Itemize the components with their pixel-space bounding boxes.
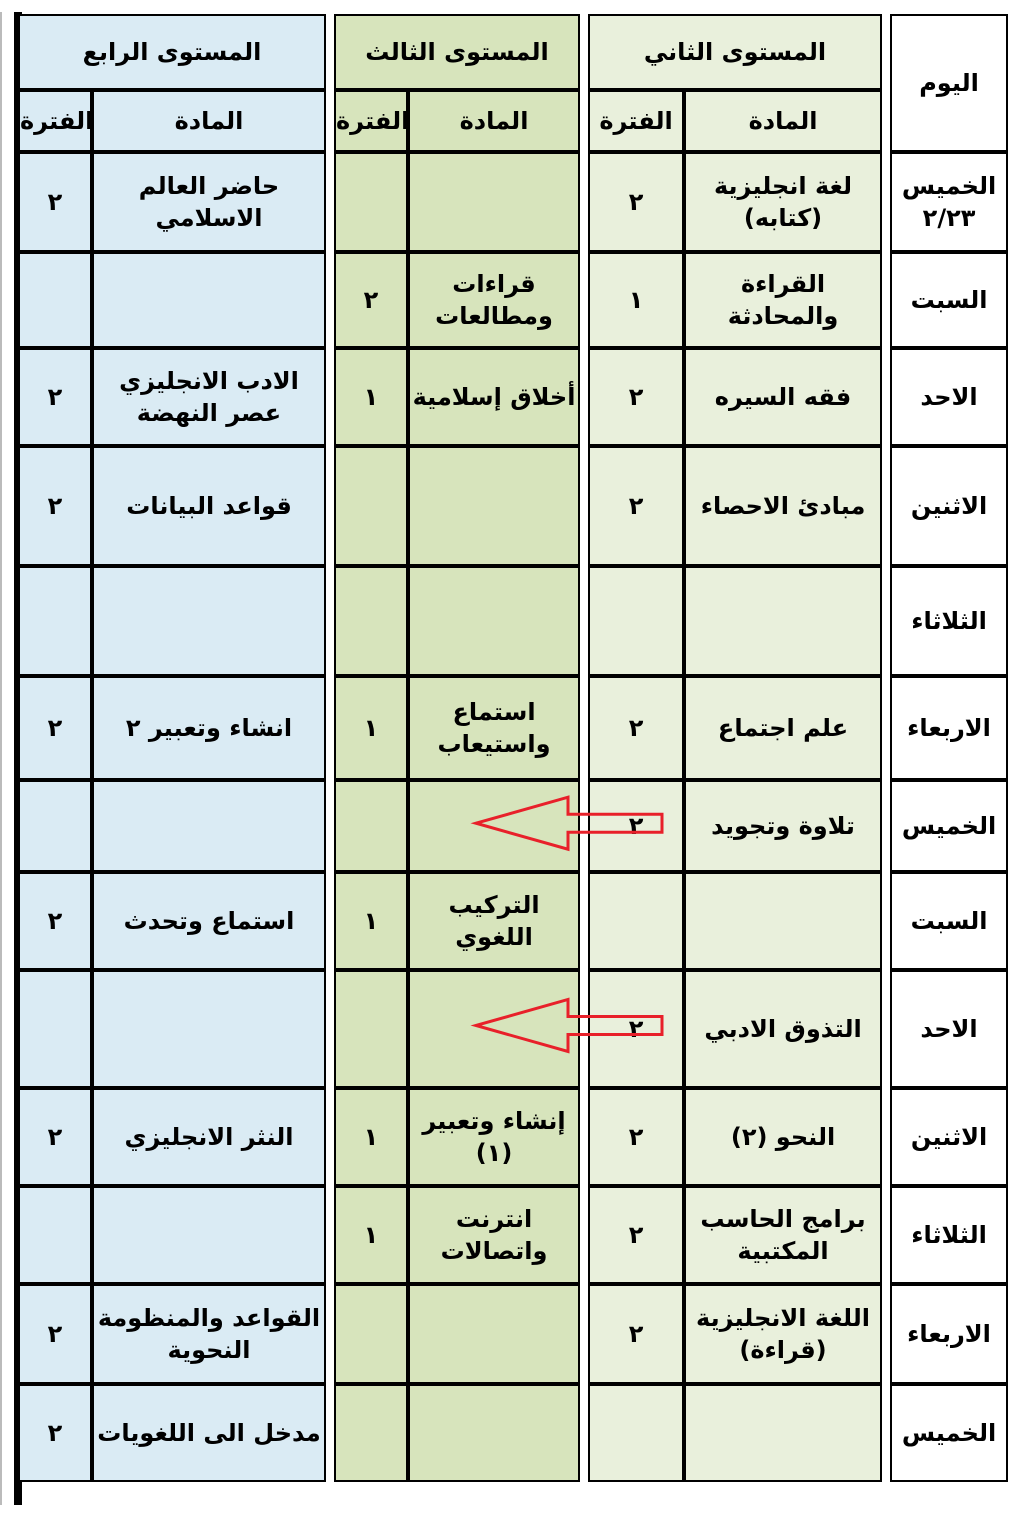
level4-period-header: الفترة [18, 90, 92, 152]
level2-period-header: الفترة [588, 90, 684, 152]
day-name: الخميس [901, 811, 997, 840]
level2-subject [684, 566, 882, 676]
level3-subject [408, 1284, 580, 1384]
day-name: الخميس [901, 1418, 997, 1447]
level4-period [18, 970, 92, 1088]
level4-period: ٢ [18, 676, 92, 780]
day-cell [890, 348, 1008, 446]
day-cell [890, 1088, 1008, 1186]
level3-period: ٢ [334, 252, 408, 348]
level3-period [334, 1384, 408, 1482]
level2-subject: علم اجتماع [684, 676, 882, 780]
level2-subject: مبادئ الاحصاء [684, 446, 882, 566]
level3-period [334, 566, 408, 676]
level4-subject: انشاء وتعبير ٢ [92, 676, 326, 780]
level4-period [18, 566, 92, 676]
level3-period [334, 780, 408, 872]
level4-subject: الادب الانجليزي عصر النهضة [92, 348, 326, 446]
level4-subject: قواعد البيانات [92, 446, 326, 566]
level2-subject: فقه السيره [684, 348, 882, 446]
level2-period: ٢ [588, 1284, 684, 1384]
schedule-row [18, 1284, 1008, 1384]
level3-subject [408, 1384, 580, 1482]
level4-period: ٢ [18, 1284, 92, 1384]
level4-subject: النثر الانجليزي [92, 1088, 326, 1186]
level2-period: ٢ [588, 780, 684, 872]
day-name: السبت [910, 285, 988, 314]
level3-period: ١ [334, 872, 408, 970]
day-name: الثلاثاء [911, 606, 987, 635]
schedule-row [18, 676, 1008, 780]
level4-subject [92, 970, 326, 1088]
level4-subject-header: المادة [92, 90, 326, 152]
schedule-row [18, 152, 1008, 252]
level3-header: المستوى الثالث [334, 14, 580, 90]
page-edge-line [0, 12, 2, 1505]
level2-subject: برامج الحاسب المكتبية [684, 1186, 882, 1284]
level2-period: ٢ [588, 348, 684, 446]
level3-subject: التركيب اللغوي [408, 872, 580, 970]
level3-period: ١ [334, 676, 408, 780]
level2-period [588, 566, 684, 676]
level2-period: ٢ [588, 152, 684, 252]
level4-subject [92, 780, 326, 872]
day-cell [890, 970, 1008, 1088]
level4-subject: مدخل الى اللغويات [92, 1384, 326, 1482]
level2-subject: القراءة والمحادثة [684, 252, 882, 348]
day-name: الاربعاء [907, 1319, 991, 1348]
day-cell [890, 1384, 1008, 1482]
level2-subject: تلاوة وتجويد [684, 780, 882, 872]
level4-period: ٢ [18, 348, 92, 446]
day-cell [890, 446, 1008, 566]
day-name: الاحد [920, 1014, 978, 1043]
level2-subject: اللغة الانجليزية (قراءة) [684, 1284, 882, 1384]
day-date: ٢/٢٣ [922, 204, 976, 232]
level2-header: المستوى الثاني [588, 14, 882, 90]
exam-schedule-table [18, 14, 1008, 1482]
schedule-row [18, 446, 1008, 566]
level3-subject: إنشاء وتعبير (١) [408, 1088, 580, 1186]
level3-period [334, 446, 408, 566]
level2-subject-header: المادة [684, 90, 882, 152]
level4-period: ٢ [18, 872, 92, 970]
level2-period: ١ [588, 252, 684, 348]
level3-subject [408, 780, 580, 872]
level4-period: ٢ [18, 1384, 92, 1482]
level2-period: ٢ [588, 1186, 684, 1284]
day-cell [890, 780, 1008, 872]
level4-subject [92, 566, 326, 676]
level4-period [18, 1186, 92, 1284]
day-cell [890, 1284, 1008, 1384]
schedule-row [18, 566, 1008, 676]
level3-period [334, 152, 408, 252]
level4-header: المستوى الرابع [18, 14, 326, 90]
day-cell [890, 676, 1008, 780]
level2-period: ٢ [588, 676, 684, 780]
day-name: الخميس [901, 171, 997, 200]
level2-subject [684, 1384, 882, 1482]
day-name: الاحد [920, 382, 978, 411]
level3-period [334, 1284, 408, 1384]
level3-period: ١ [334, 1186, 408, 1284]
level3-subject: انترنت واتصالات [408, 1186, 580, 1284]
schedule-row [18, 872, 1008, 970]
level2-subject: لغة انجليزية (كتابه) [684, 152, 882, 252]
schedule-row [18, 252, 1008, 348]
schedule-row [18, 1186, 1008, 1284]
level2-period: ٢ [588, 1088, 684, 1186]
schedule-row [18, 970, 1008, 1088]
day-cell [890, 872, 1008, 970]
level4-subject: القواعد والمنظومة النحوية [92, 1284, 326, 1384]
level3-subject [408, 152, 580, 252]
level2-subject [684, 872, 882, 970]
level2-subject: النحو (٢) [684, 1088, 882, 1186]
day-name: الثلاثاء [911, 1220, 987, 1249]
level2-subject: التذوق الادبي [684, 970, 882, 1088]
level2-period: ٢ [588, 970, 684, 1088]
level4-subject: استماع وتحدث [92, 872, 326, 970]
level3-subject [408, 970, 580, 1088]
day-cell [890, 1186, 1008, 1284]
level3-subject: أخلاق إسلامية [408, 348, 580, 446]
schedule-row [18, 780, 1008, 872]
level4-period: ٢ [18, 446, 92, 566]
level3-subject [408, 446, 580, 566]
day-cell [890, 152, 1008, 252]
schedule-row [18, 1384, 1008, 1482]
level4-period: ٢ [18, 1088, 92, 1186]
day-cell [890, 252, 1008, 348]
level3-period-header: الفترة [334, 90, 408, 152]
level2-period: ٢ [588, 446, 684, 566]
day-header: اليوم [890, 14, 1008, 152]
day-name: الاثنين [910, 1122, 988, 1151]
level4-period: ٢ [18, 152, 92, 252]
level4-period [18, 780, 92, 872]
level3-subject: قراءات ومطالعات [408, 252, 580, 348]
level4-subject [92, 1186, 326, 1284]
level3-subject: استماع واستيعاب [408, 676, 580, 780]
level3-period: ١ [334, 348, 408, 446]
level4-subject [92, 252, 326, 348]
schedule-row [18, 1088, 1008, 1186]
schedule-row [18, 348, 1008, 446]
level3-subject-header: المادة [408, 90, 580, 152]
day-cell [890, 566, 1008, 676]
level2-period [588, 872, 684, 970]
level3-period: ١ [334, 1088, 408, 1186]
level3-subject [408, 566, 580, 676]
level4-subject: حاضر العالم الاسلامي [92, 152, 326, 252]
level3-period [334, 970, 408, 1088]
day-name: السبت [910, 906, 988, 935]
level4-period [18, 252, 92, 348]
day-name: الاثنين [910, 491, 988, 520]
level2-period [588, 1384, 684, 1482]
day-name: الاربعاء [907, 713, 991, 742]
